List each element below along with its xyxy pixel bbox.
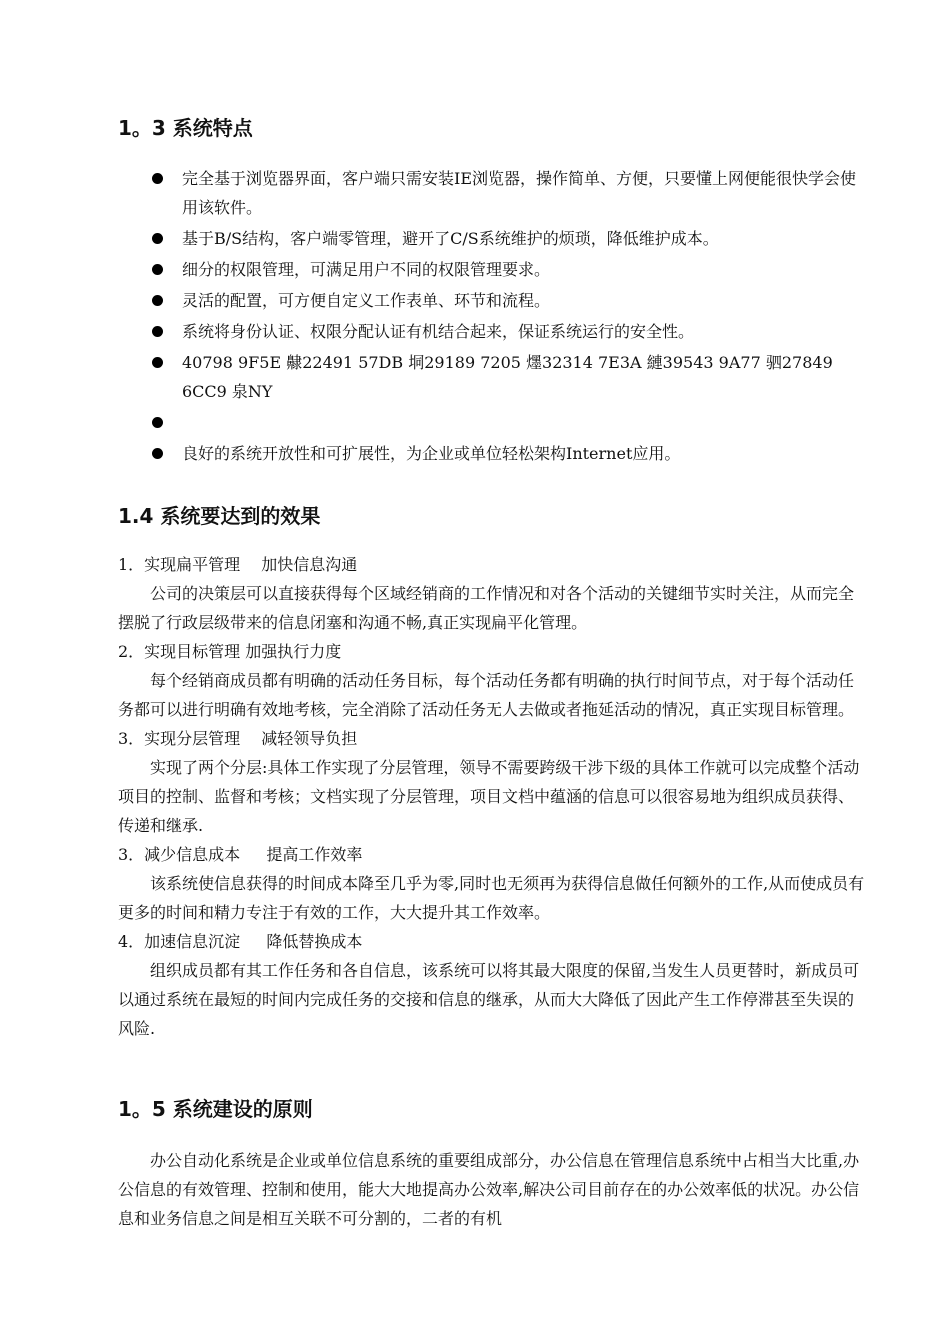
effect-body: 实现了两个分层:具体工作实现了分层管理，领导不需要跨级干涉下级的具体工作就可以完成整个活动项目的控制、监督和考核；文档实现了分层管理，项目文档中蕴涵的信息可以很容易地为组织成员获得、传递和继承. — [118, 758, 860, 835]
list-item — [148, 255, 868, 284]
list-item — [148, 408, 868, 437]
section-heading-1-4: 1.4 系统要达到的效果 — [118, 504, 321, 528]
effect-title: 1．实现扁平管理 加快信息沟通 — [118, 555, 358, 574]
effect-body: 公司的决策层可以直接获得每个区域经销商的工作情况和对各个活动的关键细节实时关注，从而完全摆脱了行政层级带来的信息闭塞和沟通不畅,真正实现扁平化管理。 — [118, 584, 855, 632]
list-item-text: 基于B/S结构，客户端零管理，避开了C/S系统维护的烦琐，降低维护成本。 — [182, 229, 719, 248]
list-item-text: 完全基于浏览器界面，客户端只需安装IE浏览器，操作简单、方便，只要懂上网便能很快学会使用该软件。 — [182, 169, 857, 217]
list-item — [148, 224, 868, 253]
feature-list — [148, 164, 868, 470]
effects-section — [118, 550, 868, 1043]
list-item — [148, 317, 868, 346]
bullet-dot-icon — [152, 357, 163, 368]
effect-title: 3．实现分层管理 减轻领导负担 — [118, 729, 358, 748]
list-item-text: 良好的系统开放性和可扩展性，为企业或单位轻松架构Internet应用。 — [182, 444, 681, 463]
list-item-text: 系统将身份认证、权限分配认证有机结合起来，保证系统运行的安全性。 — [182, 322, 695, 341]
effect-title: 4．加速信息沉淀 降低替换成本 — [118, 932, 363, 951]
effect-body: 组织成员都有其工作任务和各自信息，该系统可以将其最大限度的保留,当发生人员更替时，新成员可以通过系统在最短的时间内完成任务的交接和信息的继承，从而大大降低了因此产生工作停滞甚至失误的风险. — [118, 961, 860, 1038]
effect-body: 该系统使信息获得的时间成本降至几乎为零,同时也无须再为获得信息做任何额外的工作,从而使成员有更多的时间和精力专注于有效的工作，大大提升其工作效率。 — [118, 874, 865, 922]
list-item-text: 40798 9F5E 齂22491 57DB 垌29189 7205 爅32314 7E3A 縺39543 9A77 驷27849 6CC9 泉NY — [182, 353, 833, 401]
principles-body: 办公自动化系统是企业或单位信息系统的重要组成部分，办公信息在管理信息系统中占相当大比重,办公信息的有效管理、控制和使用，能大大地提高办公效率,解决公司目前存在的办公效率低的状况。办公信息和业务信息之间是相互关联不可分割的，二者的有机 — [118, 1151, 860, 1228]
list-item — [148, 164, 868, 222]
bullet-dot-icon — [152, 448, 163, 459]
list-item — [148, 286, 868, 315]
list-item — [148, 348, 868, 406]
list-item-text: 细分的权限管理，可满足用户不同的权限管理要求。 — [182, 260, 551, 279]
list-item-text: 灵活的配置，可方便自定义工作表单、环节和流程。 — [182, 291, 551, 310]
effect-title: 2．实现目标管理 加强执行力度 — [118, 642, 342, 661]
bullet-dot-icon — [152, 264, 163, 275]
effect-title: 3．减少信息成本 提高工作效率 — [118, 845, 363, 864]
bullet-dot-icon — [152, 326, 163, 337]
principles-section — [118, 1146, 868, 1233]
bullet-dot-icon — [152, 295, 163, 306]
bullet-dot-icon — [152, 173, 163, 184]
section-heading-1-5: 1。5 系统建设的原则 — [118, 1097, 313, 1121]
section-heading-1-3: 1。3 系统特点 — [118, 116, 253, 140]
bullet-dot-icon — [152, 417, 163, 428]
list-item — [148, 439, 868, 468]
effect-body: 每个经销商成员都有明确的活动任务目标，每个活动任务都有明确的执行时间节点，对于每个活动任务都可以进行明确有效地考核，完全消除了活动任务无人去做或者拖延活动的情况，真正实现目标管理。 — [118, 671, 855, 719]
bullet-dot-icon — [152, 233, 163, 244]
